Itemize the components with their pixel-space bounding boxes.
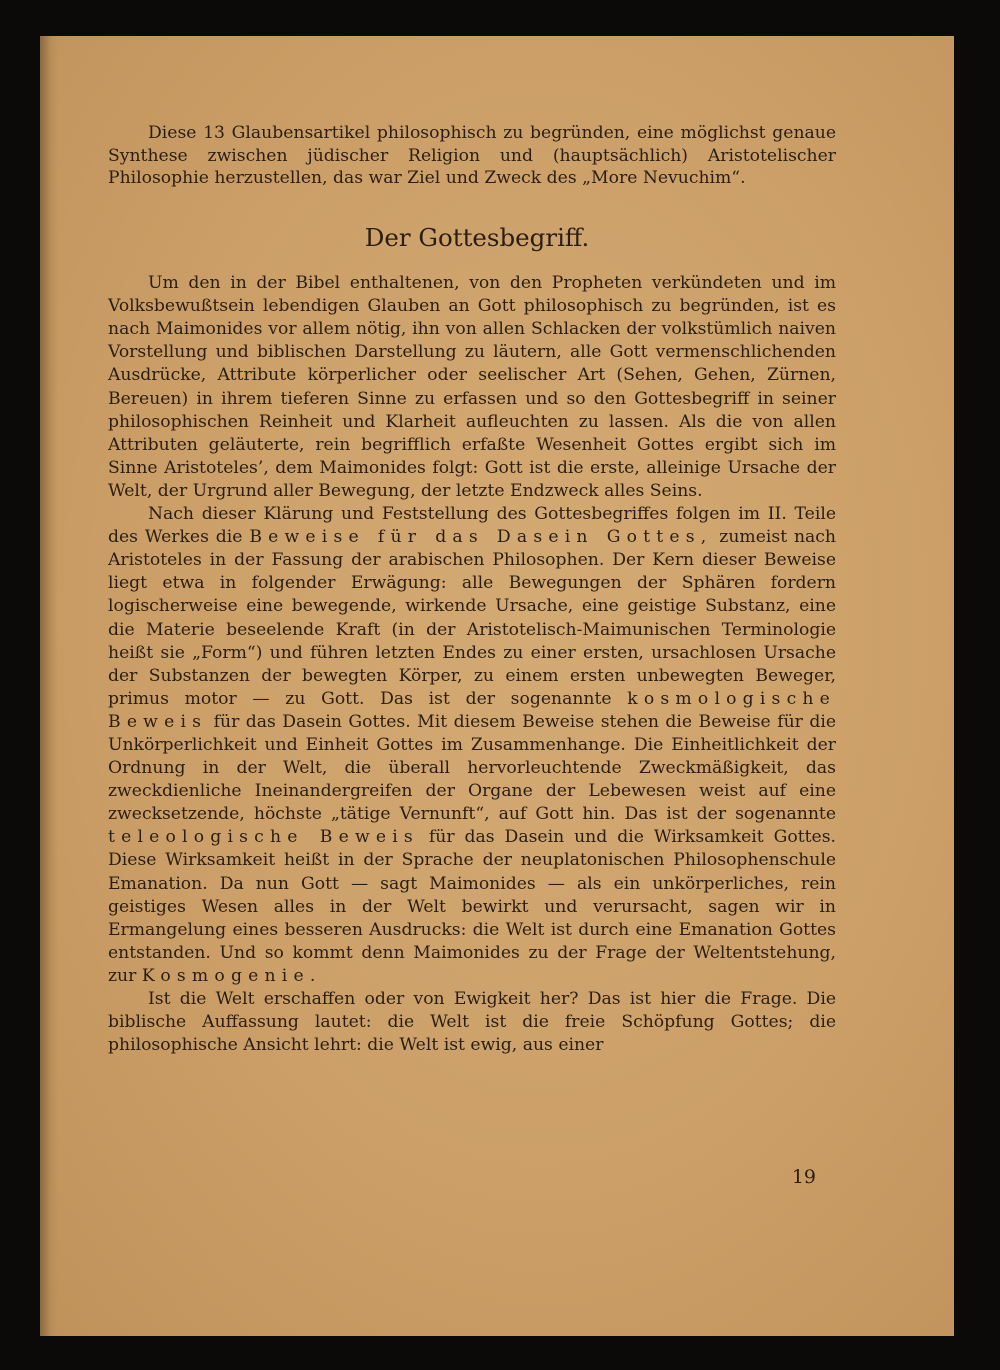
paragraph-beweise-part2: zumeist nach Aristoteles in der Fassung der arabischen Philosophen. Der Kern dieser Beweise liegt etwa in folgender Erwägung: alle Bewegungen der Sphären fordern logischerweise eine bewegende, wirkende Ursache, eine geistige Substanz, eine die Materie beseelende Kraft (in der Aristotelisch-Maimunischen Terminologie heißt sie „Form“) und führen letzten Endes zu einer ersten, ursachlosen Ursache der Substanzen der bewegten Körper, zu einem ersten unbewegten Beweger, primus motor — zu Gott. Das ist der sogenannte (108, 527, 836, 709)
paragraph-weltentstehung: Ist die Welt erschaffen oder von Ewigkeit her? Das ist hier die Frage. Die biblische Auffassung lautet: die Welt ist die freie Schöpfung Gottes; die philosophische Ansicht lehrt: die Welt ist ewig, aus einer (108, 989, 836, 1056)
page-binding-shadow (40, 36, 58, 1336)
emphasis-kosmogenie: Kosmogenie. (141, 965, 322, 986)
section-heading: Der Gottesbegriff. (364, 223, 590, 253)
paragraph-beweise (108, 503, 836, 988)
intro-paragraph: Diese 13 Glaubensartikel philosophisch zu begründen, eine möglichst genaue Synthese zwischen jüdischer Religion und (hauptsächlich) Aristotelischer Philosophie herzustellen, das war Ziel und Zweck des „More Nevuchim“. (108, 123, 836, 189)
paragraph-gottesbegriff: Um den in der Bibel enthaltenen, von den Propheten verkündeten und im Volksbewußtsein lebendigen Glauben an Gott philosophisch zu begründen, ist es nach Maimonides vor allem nötig, ihn von allen Schlacken der volkstümlich naiven Vorstellung und biblischen Darstellung zu läutern, alle Gott vermenschlichenden Ausdrücke, Attribute körperlicher oder seelischer Art (Sehen, Gehen, Zürnen, Bereuen) in ihrem tieferen Sinne zu erfassen und so den Gottesbegriff in seiner philosophischen Reinheit und Klarheit aufleuchten zu lassen. Als die von allen Attributen geläuterte, rein begrifflich erfaßte Wesenheit Gottes ergibt sich im Sinne Aristoteles’, dem Maimonides folgt: Gott ist die erste, alleinige Ursache der Welt, der Urgrund aller Bewegung, der letzte Endzweck alles Seins. (108, 273, 836, 501)
paragraph-beweise-part4: für das Dasein und die Wirksamkeit Gottes. Diese Wirksamkeit heißt in der Sprache der neuplatonischen Philosophenschule Emanation. Da nun Gott — sagt Maimonides — als ein unkörperliches, rein geistiges Wesen alles in der Welt bewirkt und verursacht, sagen wir in Ermangelung eines besseren Ausdrucks: die Welt ist durch eine Emanation Gottes entstanden. Und so kommt denn Maimonides zu der Frage der Weltentstehung, zur (108, 827, 836, 986)
paragraph-beweise-part1: Nach dieser Klärung und Feststellung des Gottesbegriffes folgen im II. Teile des Werkes die (108, 504, 836, 548)
page-text-block (108, 122, 836, 1057)
emphasis-kosmologischer-beweis: kosmologische Beweis (108, 688, 837, 732)
emphasis-beweise-fuer-dasein: Beweise für das Dasein Gottes, (249, 527, 713, 548)
paragraph-beweise-part3: für das Dasein Gottes. Mit diesem Beweise stehen die Beweise für die Unkörperlichkeit und Einheit Gottes im Zusammenhange. Die Einheitlichkeit der Ordnung in der Welt, die überall hervorleuchtende Zweckmäßigkeit, das zweckdienliche Ineinandergreifen der Organe der Lebewesen weist auf eine zwecksetzende, höchste „tätige Vernunft“, auf Gott hin. Das ist der sogenannte (108, 711, 836, 825)
emphasis-teleologischer-beweis: teleologische Beweis (108, 827, 419, 848)
book-page (40, 36, 954, 1336)
page-number: 19 (791, 1166, 816, 1188)
